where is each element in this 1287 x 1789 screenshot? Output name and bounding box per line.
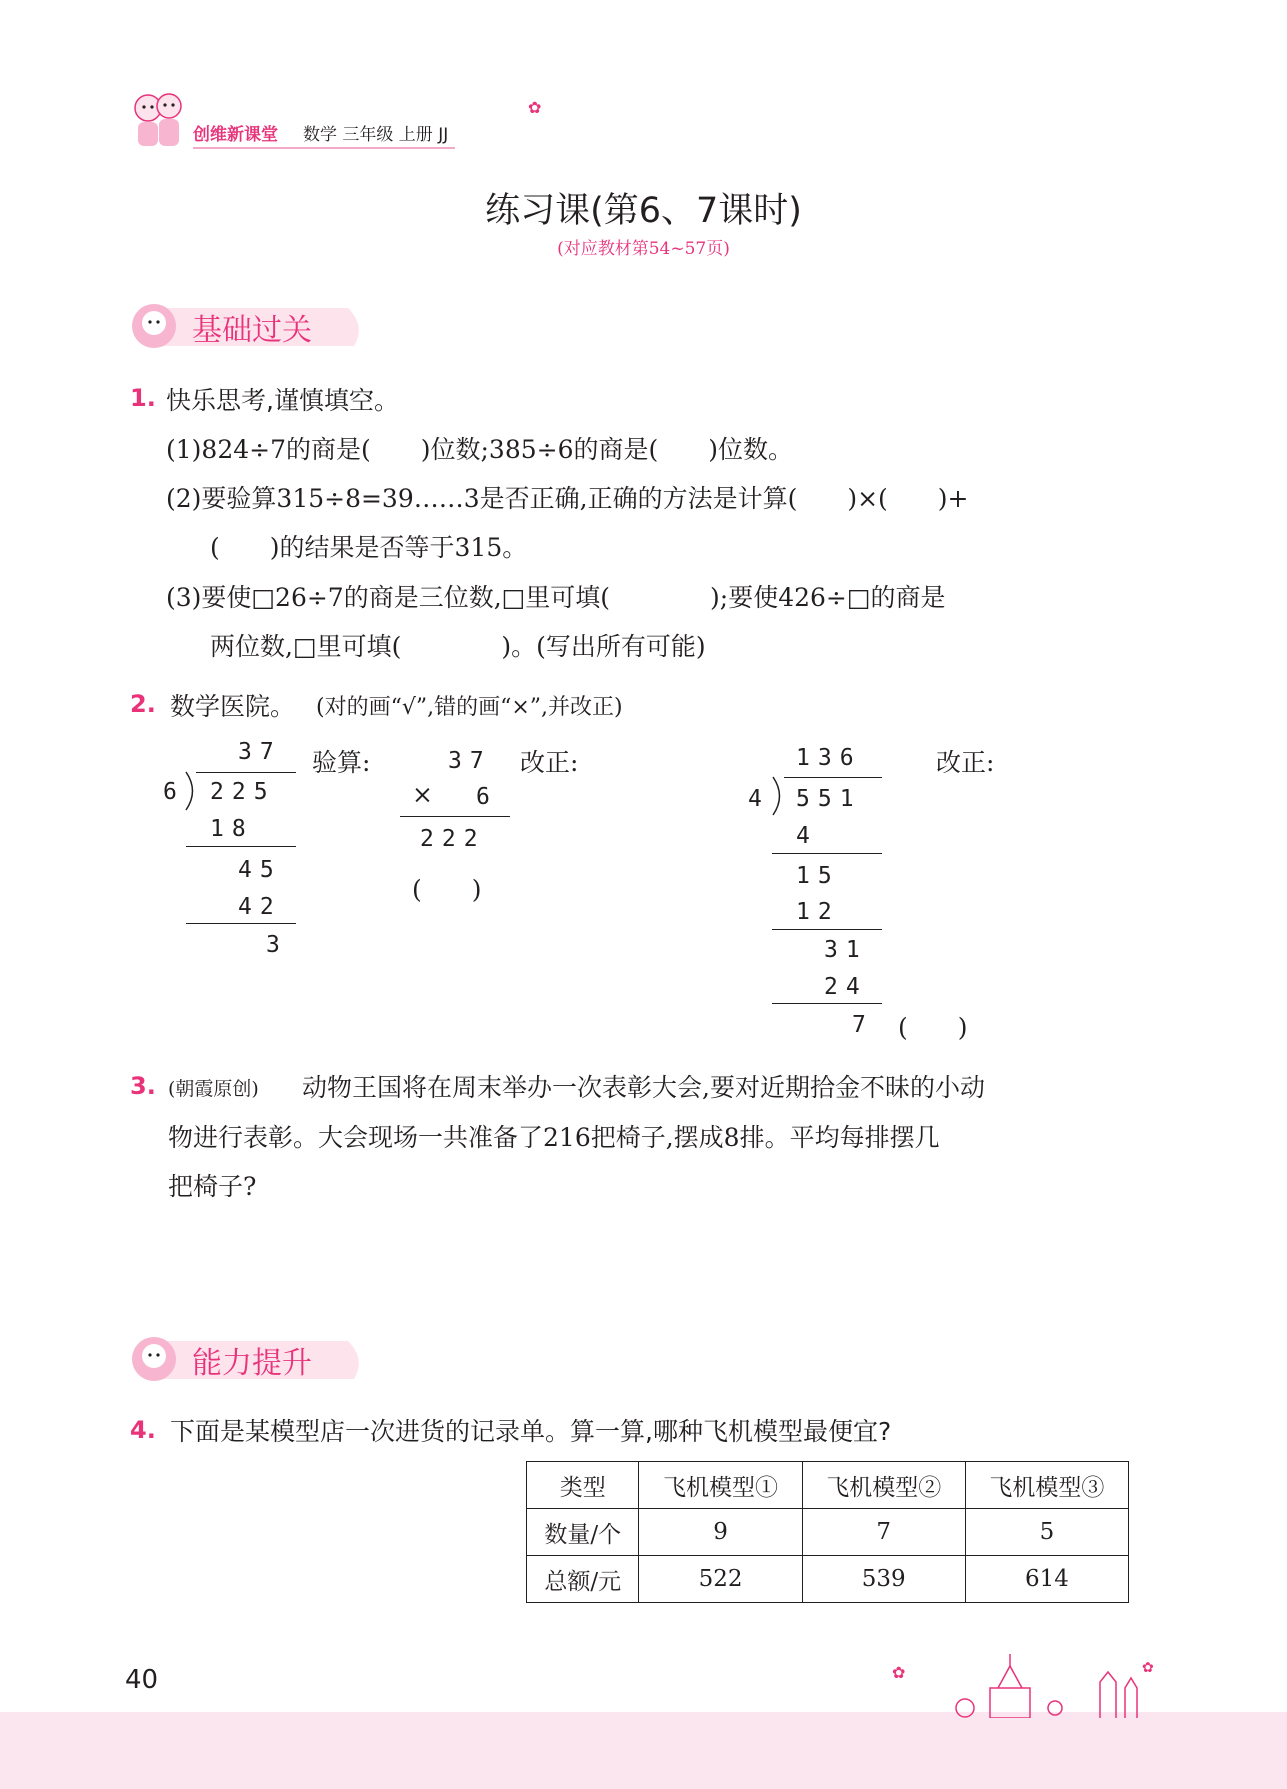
question-number-2: 2. bbox=[130, 690, 156, 718]
question-number-1: 1. bbox=[130, 384, 156, 412]
table-cell: 5 bbox=[965, 1509, 1128, 1556]
table-cell: 522 bbox=[639, 1556, 802, 1603]
q1-line-3: ( )的结果是否等于315。 bbox=[210, 533, 528, 562]
check-rule bbox=[400, 816, 510, 817]
judge-blank-a: ( ) bbox=[412, 875, 482, 904]
q1-line-2: (2)要验算315÷8=39……3是否正确,正确的方法是计算( )×( )+ bbox=[166, 484, 969, 513]
check-multiplicand: 37 bbox=[448, 748, 492, 774]
table-header-row bbox=[527, 1462, 1129, 1509]
division-b-bracket bbox=[770, 776, 786, 820]
question-source-3: (朝霞原创) bbox=[168, 1078, 259, 1100]
q1-line-4: (3)要使□26÷7的商是三位数,□里可填( );要使426÷□的商是 bbox=[166, 583, 946, 612]
division-a-divisor: 6 bbox=[163, 779, 185, 805]
times-sign: × bbox=[412, 780, 433, 809]
check-label: 验算: bbox=[312, 748, 371, 777]
check-product: 222 bbox=[420, 826, 486, 852]
table-cell: 7 bbox=[802, 1509, 965, 1556]
division-b-step: 4 bbox=[796, 823, 818, 849]
q3-line-3: 把椅子? bbox=[168, 1172, 257, 1201]
division-b-step: 15 bbox=[796, 863, 840, 889]
table-row bbox=[527, 1509, 1129, 1556]
division-a-step: 18 bbox=[210, 816, 254, 842]
division-b-rule bbox=[772, 1003, 882, 1004]
question-prompt-2: 数学医院。 bbox=[170, 692, 296, 721]
brand-name: 创维新课堂 bbox=[193, 125, 278, 145]
table-header-cell: 飞机模型③ bbox=[965, 1462, 1128, 1509]
table-cell: 9 bbox=[639, 1509, 802, 1556]
section-title-advanced: 能力提升 bbox=[192, 1346, 312, 1381]
q3-line-1: 动物王国将在周末举办一次表彰大会,要对近期拾金不昧的小动 bbox=[302, 1073, 985, 1102]
question-number-4: 4. bbox=[130, 1416, 156, 1444]
page-subtitle: (对应教材第54~57页) bbox=[557, 239, 730, 259]
division-b-rule bbox=[772, 853, 882, 854]
division-b-step: 31 bbox=[824, 937, 868, 963]
table-header-cell: 飞机模型① bbox=[639, 1462, 802, 1509]
table-row bbox=[527, 1556, 1129, 1603]
butterfly-icon: ✿ bbox=[528, 98, 542, 117]
book-meta: 数学 三年级 上册 JJ bbox=[303, 125, 449, 145]
purchase-record-table bbox=[526, 1461, 1129, 1603]
fix-label-b: 改正: bbox=[936, 748, 995, 777]
question-prompt-1: 快乐思考,谨慎填空。 bbox=[166, 386, 399, 415]
division-a-remainder: 3 bbox=[266, 932, 288, 958]
check-multiplier: 6 bbox=[476, 784, 498, 810]
page-title: 练习课(第6、7课时) bbox=[485, 191, 802, 231]
question-prompt-4: 下面是某模型店一次进货的记录单。算一算,哪种飞机模型最便宜? bbox=[170, 1417, 892, 1446]
q3-line-2: 物进行表彰。大会现场一共准备了216把椅子,摆成8排。平均每排摆几 bbox=[168, 1123, 940, 1152]
division-a-bracket bbox=[183, 771, 199, 815]
division-b-divisor: 4 bbox=[748, 786, 770, 812]
fix-label-a: 改正: bbox=[520, 748, 579, 777]
table-header-cell: 飞机模型② bbox=[802, 1462, 965, 1509]
division-a-step: 45 bbox=[238, 857, 282, 883]
division-a-dividend: 225 bbox=[210, 779, 276, 805]
table-cell: 539 bbox=[802, 1556, 965, 1603]
svg-text:✿: ✿ bbox=[1142, 1660, 1154, 1676]
question-note-2: (对的画“√”,错的画“×”,并改正) bbox=[316, 695, 623, 720]
page-number: 40 bbox=[125, 1665, 159, 1695]
division-b-dividend: 551 bbox=[796, 786, 862, 812]
division-b-step: 24 bbox=[824, 974, 868, 1000]
question-number-3: 3. bbox=[130, 1072, 156, 1100]
table-cell: 614 bbox=[965, 1556, 1128, 1603]
division-b-bar bbox=[784, 777, 882, 778]
castle-decoration-icon bbox=[880, 1648, 1170, 1718]
table-cell: 总额/元 bbox=[527, 1556, 639, 1603]
division-b-quotient: 136 bbox=[796, 745, 862, 771]
division-a-rule bbox=[186, 846, 296, 847]
mascot-logo-icon bbox=[128, 88, 188, 150]
header-underline bbox=[193, 147, 455, 149]
q1-line-1: (1)824÷7的商是( )位数;385÷6的商是( )位数。 bbox=[166, 435, 793, 464]
division-a-step: 42 bbox=[238, 894, 282, 920]
svg-text:✿: ✿ bbox=[892, 1663, 906, 1682]
division-a-bar bbox=[196, 772, 296, 773]
table-cell: 数量/个 bbox=[527, 1509, 639, 1556]
division-b-rule bbox=[772, 929, 882, 930]
q1-line-5: 两位数,□里可填( )。(写出所有可能) bbox=[210, 632, 706, 661]
judge-blank-b: ( ) bbox=[898, 1013, 968, 1042]
footer-band bbox=[0, 1712, 1287, 1789]
table-header-cell: 类型 bbox=[527, 1462, 639, 1509]
section-title-basic: 基础过关 bbox=[192, 313, 312, 348]
division-a-rule bbox=[186, 923, 296, 924]
division-b-step: 12 bbox=[796, 899, 840, 925]
division-b-remainder: 7 bbox=[852, 1012, 874, 1038]
division-a-quotient: 37 bbox=[238, 739, 282, 765]
